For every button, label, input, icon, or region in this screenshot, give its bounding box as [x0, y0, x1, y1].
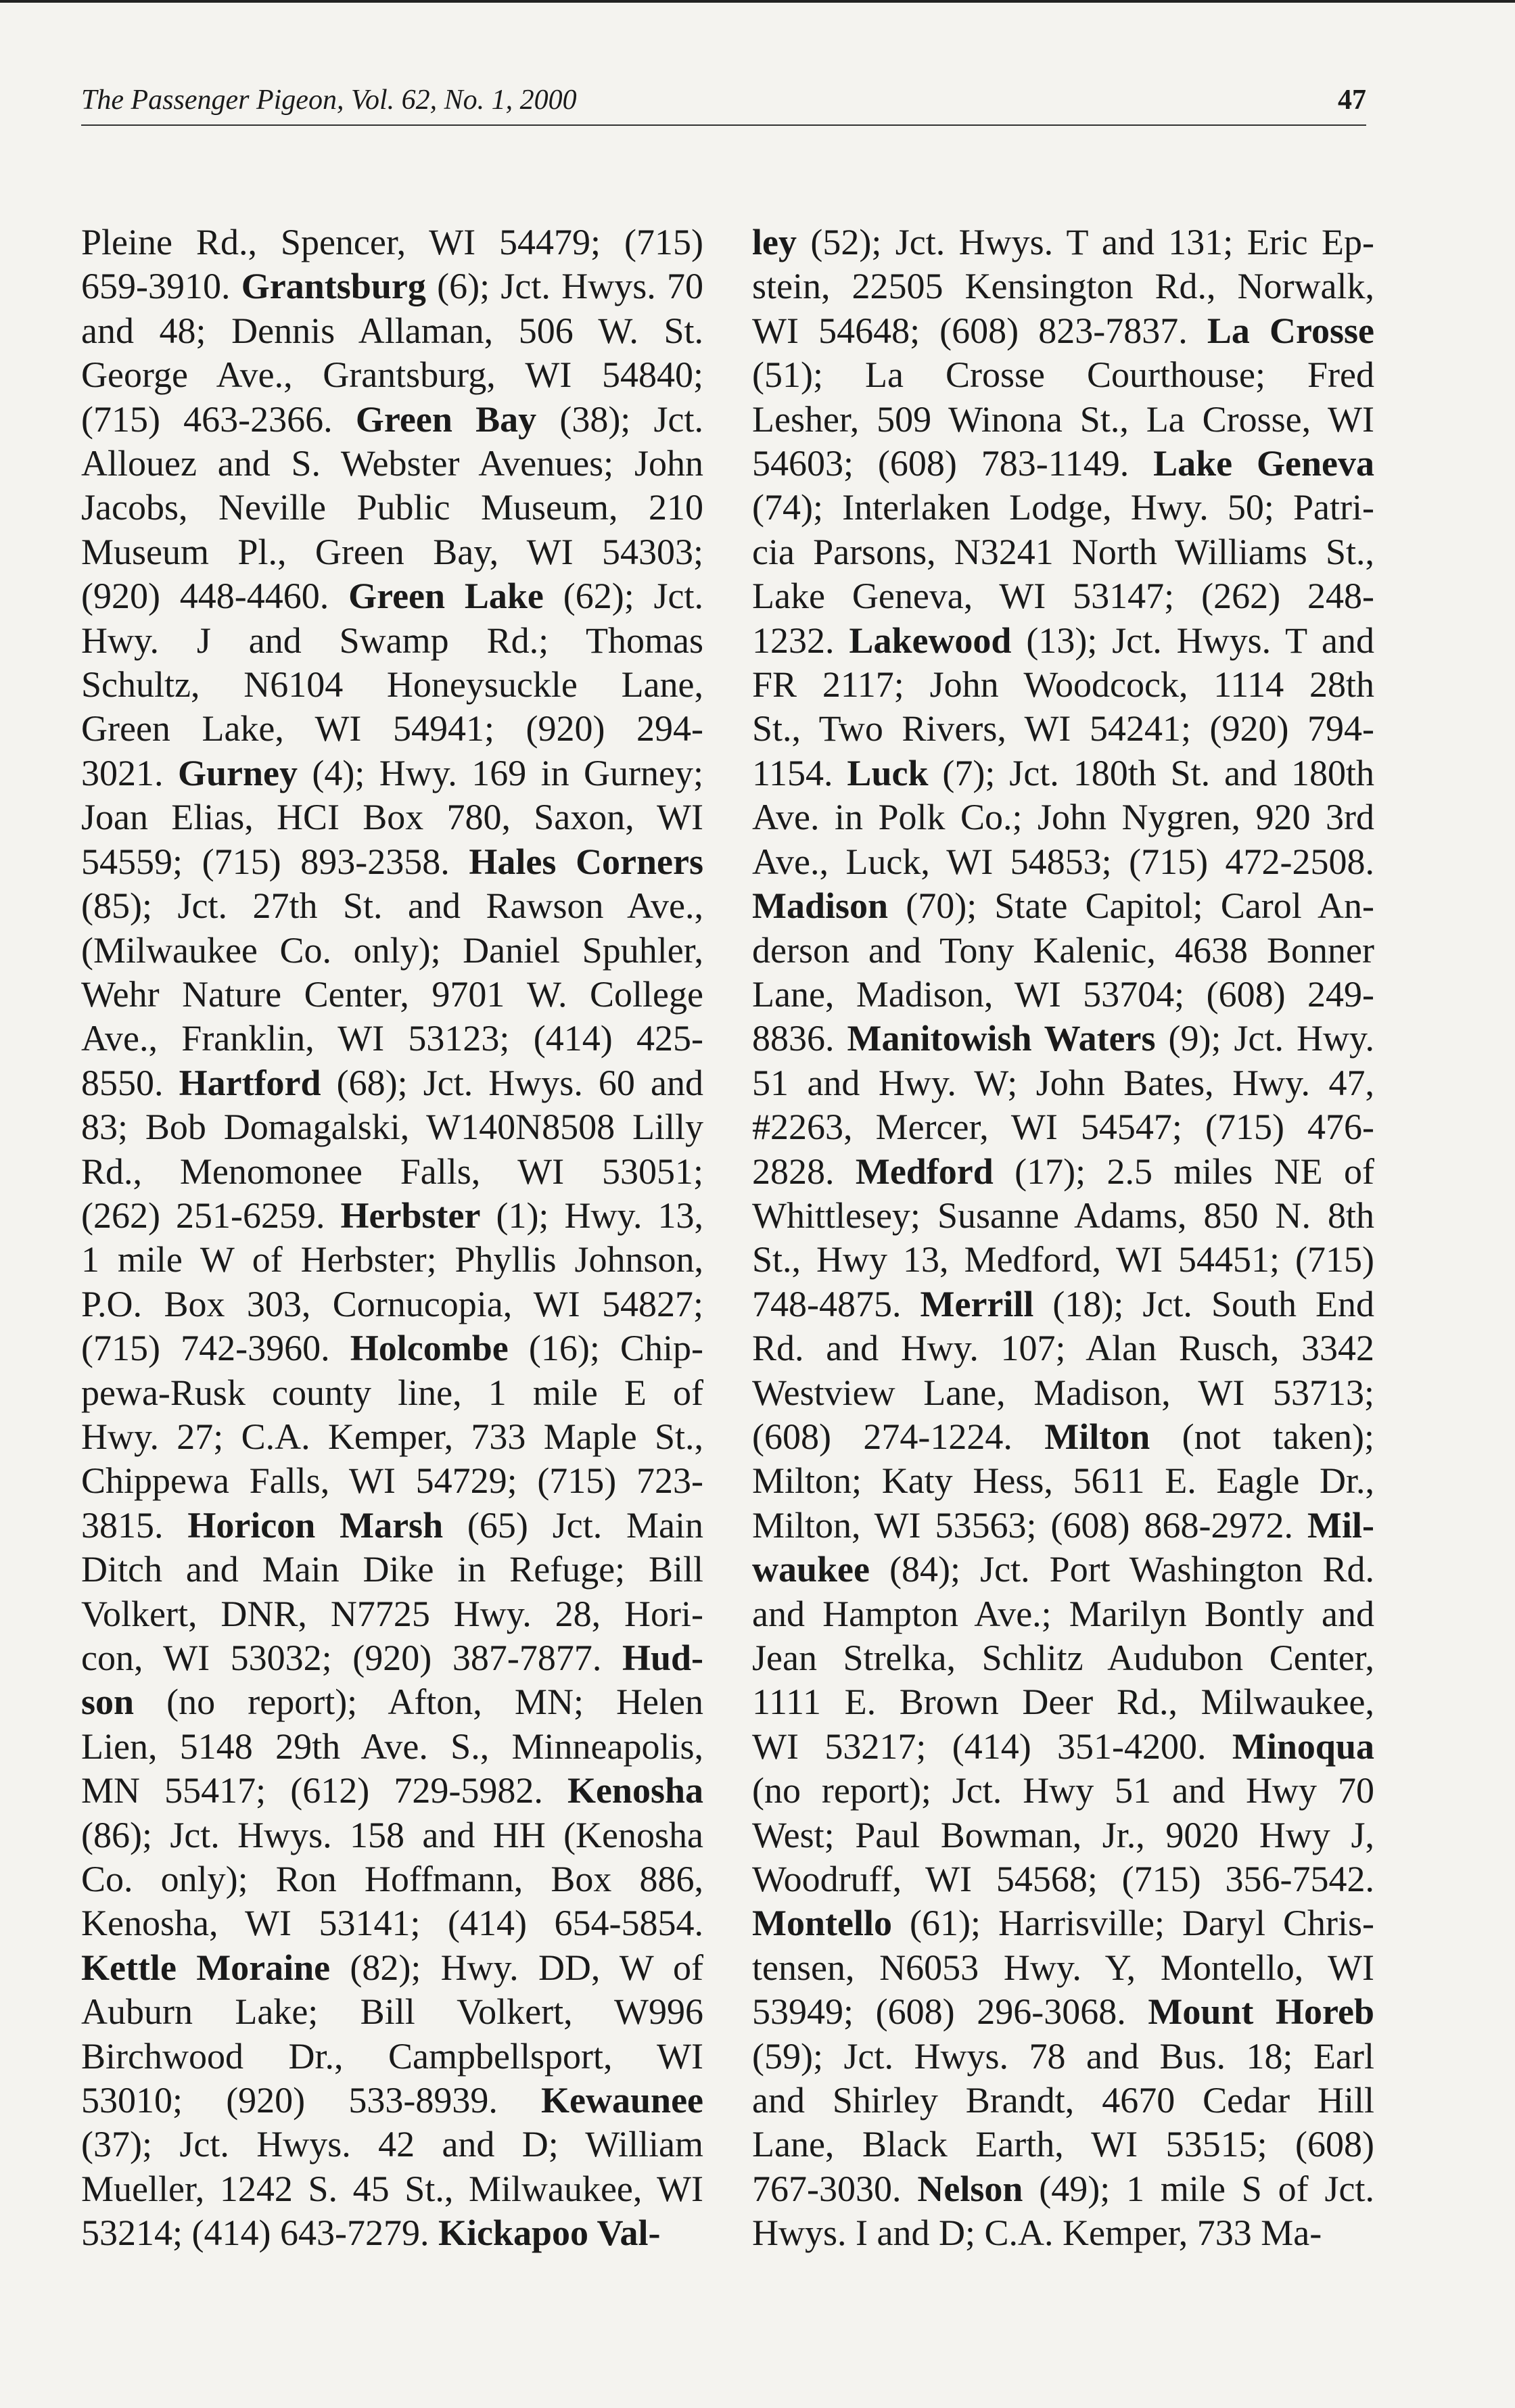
line-text: Ave., Franklin, WI 53123; (414) 425- [81, 1018, 703, 1059]
station-name: Lakewood [849, 620, 1012, 661]
text-line [81, 619, 703, 663]
text-line [81, 1459, 703, 1503]
text-line [81, 1857, 703, 1901]
station-name: Minoqua [1232, 1726, 1374, 1767]
line-text: (82); Hwy. DD, W of [330, 1947, 703, 1988]
station-name: Manitowish Waters [847, 1018, 1156, 1059]
text-line [752, 309, 1374, 353]
line-text: (608) 274-1224. [752, 1416, 1045, 1457]
line-text: Jean Strelka, Schlitz Audubon Center, [752, 1638, 1374, 1678]
line-text: Hwy. J and Swamp Rd.; Thomas [81, 620, 703, 661]
station-name: Madison [752, 885, 889, 927]
line-text: 53214; (414) 643-7279. [81, 2213, 438, 2254]
line-text: Lane, Madison, WI 53704; (608) 249- [752, 973, 1374, 1015]
text-line [752, 353, 1374, 397]
text-line [81, 1813, 703, 1857]
line-text: (18); Jct. South End [1033, 1283, 1374, 1324]
line-text: and Shirley Brandt, 4670 Cedar Hill [752, 2080, 1374, 2121]
right-column [752, 221, 1374, 2256]
line-text: (13); Jct. Hwys. T and [1011, 620, 1375, 661]
text-line [752, 1990, 1374, 2034]
text-line [81, 751, 703, 795]
line-text: 54603; (608) 783-1149. [752, 443, 1154, 484]
text-line [81, 1636, 703, 1680]
text-line [81, 221, 703, 264]
text-line [752, 751, 1374, 795]
line-text: 1111 E. Brown Deer Rd., Milwaukee, [752, 1682, 1374, 1723]
text-line [81, 530, 703, 574]
text-line [752, 1150, 1374, 1194]
text-line [752, 2123, 1374, 2167]
running-header [81, 80, 1366, 127]
line-text: Volkert, DNR, N7725 Hwy. 28, Hori- [81, 1593, 703, 1634]
text-line [81, 398, 703, 442]
text-line [752, 1901, 1374, 1945]
line-text: Lake Geneva, WI 53147; (262) 248- [752, 576, 1374, 617]
line-text: Ditch and Main Dike in Refuge; Bill [81, 1549, 703, 1590]
station-name: Kickapoo Val- [438, 2213, 661, 2254]
line-text: (37); Jct. Hwys. 42 and D; William [81, 2124, 703, 2165]
station-name: La Crosse [1207, 310, 1374, 351]
text-line [81, 2167, 703, 2211]
line-text: (85); Jct. 27th St. and Rawson Ave., [81, 885, 703, 927]
text-line [81, 2079, 703, 2123]
line-text: 748-4875. [752, 1283, 920, 1324]
line-text: Lien, 5148 29th Ave. S., Minneapolis, [81, 1726, 703, 1767]
text-line [81, 973, 703, 1017]
text-line [752, 221, 1374, 264]
text-line [81, 486, 703, 530]
line-text: Joan Elias, HCI Box 780, Saxon, WI [81, 797, 703, 838]
station-name: Luck [847, 752, 929, 793]
line-text: Ave., Luck, WI 54853; (715) 472-2508. [752, 841, 1374, 882]
line-text: 8550. [81, 1062, 179, 1103]
text-line [81, 574, 703, 618]
line-text: 51 and Hwy. W; John Bates, Hwy. 47, [752, 1062, 1374, 1103]
text-line [752, 1813, 1374, 1857]
text-line [81, 884, 703, 928]
line-text: (16); Chip- [508, 1328, 703, 1369]
text-line [752, 795, 1374, 839]
text-line [81, 1105, 703, 1149]
line-text: Pleine Rd., Spencer, WI 54479; (715) [81, 222, 703, 262]
text-line [752, 442, 1374, 486]
text-line [752, 1769, 1374, 1813]
line-text: 767-3030. [752, 2168, 918, 2209]
station-name: Horicon Marsh [187, 1504, 444, 1546]
line-text: 1154. [752, 752, 847, 793]
text-line [81, 353, 703, 397]
line-text: Rd., Menomonee Falls, WI 53051; [81, 1151, 703, 1192]
line-text: (65) Jct. Main [443, 1504, 704, 1546]
text-line [81, 1061, 703, 1105]
line-text: 53949; (608) 296-3068. [752, 1991, 1148, 2033]
text-line [81, 795, 703, 839]
line-text: Woodruff, WI 54568; (715) 356-7542. [752, 1859, 1374, 1900]
line-text: Allouez and S. Webster Avenues; John [81, 443, 703, 484]
line-text: and 48; Dennis Allaman, 506 W. St. [81, 310, 703, 351]
text-line [81, 840, 703, 884]
station-name: Gurney [177, 752, 298, 793]
line-text: stein, 22505 Kensington Rd., Norwalk, [752, 266, 1374, 307]
line-text: cia Parsons, N3241 North Williams St., [752, 531, 1374, 572]
line-text: (not taken); [1150, 1416, 1374, 1457]
text-line [752, 1548, 1374, 1592]
line-text: St., Hwy 13, Medford, WI 54451; (715) [752, 1239, 1374, 1280]
line-text: George Ave., Grantsburg, WI 54840; [81, 354, 703, 396]
station-name: Hud- [622, 1638, 703, 1678]
text-line [752, 619, 1374, 663]
station-name: Holcombe [350, 1328, 509, 1369]
text-line [81, 1017, 703, 1061]
text-line [81, 2211, 703, 2255]
text-line [81, 1990, 703, 2034]
station-name: Herbster [340, 1195, 481, 1236]
text-line [81, 1592, 703, 1636]
text-line [752, 1857, 1374, 1901]
text-line [81, 1548, 703, 1592]
text-line [81, 663, 703, 707]
station-name: son [81, 1682, 135, 1723]
line-text: 54559; (715) 893-2358. [81, 841, 469, 882]
station-name: ley [752, 222, 797, 262]
text-line [752, 486, 1374, 530]
line-text: (70); State Capitol; Carol An- [888, 885, 1374, 927]
line-text: (920) 448-4460. [81, 576, 349, 617]
text-line [81, 1371, 703, 1415]
station-name: Mount Horeb [1148, 1991, 1375, 2033]
line-text: Jacobs, Neville Public Museum, 210 [81, 487, 703, 528]
text-line [752, 1017, 1374, 1061]
line-text: (17); 2.5 miles NE of [993, 1151, 1374, 1192]
line-text: Hwys. I and D; C.A. Kemper, 733 Ma- [752, 2213, 1322, 2254]
line-text: (715) 463-2366. [81, 398, 356, 440]
line-text: Whittlesey; Susanne Adams, 850 N. 8th [752, 1195, 1374, 1236]
station-name: Hartford [179, 1062, 321, 1103]
line-text: 53010; (920) 533-8939. [81, 2080, 542, 2121]
line-text: (74); Interlaken Lodge, Hwy. 50; Patri- [752, 487, 1374, 528]
text-line [81, 1901, 703, 1945]
text-line [752, 1326, 1374, 1370]
text-line [752, 1194, 1374, 1238]
line-text: (4); Hwy. 169 in Gurney; [297, 752, 703, 793]
text-line [81, 1326, 703, 1370]
line-text: 1 mile W of Herbster; Phyllis Johnson, [81, 1239, 703, 1280]
line-text: (Milwaukee Co. only); Daniel Spuhler, [81, 929, 703, 971]
text-line [81, 1150, 703, 1194]
line-text: Milton; Katy Hess, 5611 E. Eagle Dr., [752, 1460, 1374, 1502]
line-text: WI 54648; (608) 823-7837. [752, 310, 1207, 351]
line-text: (262) 251-6259. [81, 1195, 341, 1236]
line-text: Schultz, N6104 Honeysuckle Lane, [81, 664, 703, 705]
text-line [752, 1459, 1374, 1503]
station-name: Medford [855, 1151, 994, 1192]
station-name: Green Lake [348, 576, 544, 617]
text-line [752, 1725, 1374, 1769]
line-text: (61); Harrisville; Daryl Chris- [891, 1903, 1374, 1944]
text-line [81, 1946, 703, 1990]
station-name: Montello [752, 1903, 892, 1944]
line-text: (52); Jct. Hwys. T and 131; Eric Ep- [796, 222, 1374, 262]
line-text: 8836. [752, 1018, 847, 1059]
text-line [752, 1946, 1374, 1990]
text-line [81, 1238, 703, 1282]
station-name: Green Bay [355, 398, 537, 440]
line-text: Westview Lane, Madison, WI 53713; [752, 1372, 1374, 1413]
line-text: St., Two Rivers, WI 54241; (920) 794- [752, 708, 1374, 749]
text-line [752, 264, 1374, 308]
station-name: Lake Geneva [1153, 443, 1374, 484]
journal-citation: The Passenger Pigeon, Vol. 62, No. 1, 2000 [81, 85, 577, 116]
line-text: Lane, Black Earth, WI 53515; (608) [752, 2124, 1374, 2165]
station-name: Kewaunee [541, 2080, 703, 2121]
text-line [752, 1415, 1374, 1459]
text-line [81, 1725, 703, 1769]
text-line [752, 2167, 1374, 2211]
text-line [752, 574, 1374, 618]
line-text: (1); Hwy. 13, [480, 1195, 703, 1236]
text-line [752, 840, 1374, 884]
line-text: Hwy. 27; C.A. Kemper, 733 Maple St., [81, 1416, 703, 1457]
station-name: Mil- [1307, 1504, 1374, 1546]
line-text: #2263, Mercer, WI 54547; (715) 476- [752, 1107, 1374, 1148]
station-name: waukee [752, 1549, 870, 1590]
line-text: (49); 1 mile S of Jct. [1023, 2168, 1375, 2209]
text-line [752, 398, 1374, 442]
page-number: 47 [1338, 85, 1366, 116]
station-name: Kettle Moraine [81, 1947, 331, 1988]
line-text: 659-3910. [81, 266, 241, 307]
text-line [81, 1504, 703, 1548]
station-name: Merrill [920, 1283, 1034, 1324]
line-text: (715) 742-3960. [81, 1328, 350, 1369]
line-text: Co. only); Ron Hoffmann, Box 886, [81, 1859, 703, 1900]
line-text: Mueller, 1242 S. 45 St., Milwaukee, WI [81, 2168, 703, 2209]
text-line [752, 530, 1374, 574]
station-name: Grantsburg [241, 266, 426, 307]
line-text: Wehr Nature Center, 9701 W. College [81, 973, 703, 1015]
text-line [752, 663, 1374, 707]
line-text: Milton, WI 53563; (608) 868-2972. [752, 1504, 1308, 1546]
line-text: pewa-Rusk county line, 1 mile E of [81, 1372, 703, 1413]
text-line [81, 264, 703, 308]
line-text: Rd. and Hwy. 107; Alan Rusch, 3342 [752, 1328, 1374, 1369]
text-line [752, 1238, 1374, 1282]
line-text: (68); Jct. Hwys. 60 and [321, 1062, 703, 1103]
line-text: WI 53217; (414) 351-4200. [752, 1726, 1232, 1767]
line-text: and Hampton Ave.; Marilyn Bontly and [752, 1593, 1374, 1634]
text-line [752, 1636, 1374, 1680]
line-text: (no report); Afton, MN; Helen [134, 1682, 703, 1723]
station-name: Kenosha [567, 1770, 703, 1811]
line-text: (no report); Jct. Hwy 51 and Hwy 70 [752, 1770, 1374, 1811]
text-line [752, 707, 1374, 751]
text-line [81, 1194, 703, 1238]
line-text: Lesher, 509 Winona St., La Crosse, WI [752, 398, 1374, 440]
line-text: (84); Jct. Port Washington Rd. [870, 1549, 1374, 1590]
line-text: 1232. [752, 620, 849, 661]
text-line [81, 929, 703, 973]
line-text: (7); Jct. 180th St. and 180th [928, 752, 1374, 793]
line-text: (86); Jct. Hwys. 158 and HH (Kenosha [81, 1814, 703, 1855]
text-line [752, 1061, 1374, 1105]
header-rule [81, 124, 1366, 126]
line-text: (9); Jct. Hwy. [1155, 1018, 1375, 1059]
line-text: 83; Bob Domagalski, W140N8508 Lilly [81, 1107, 703, 1148]
line-text: P.O. Box 303, Cornucopia, WI 54827; [81, 1283, 703, 1324]
line-text: (62); Jct. [543, 576, 704, 617]
line-text: 2828. [752, 1151, 856, 1192]
text-line [81, 309, 703, 353]
text-line [752, 1105, 1374, 1149]
text-line [81, 442, 703, 486]
text-line [752, 2211, 1374, 2255]
line-text: MN 55417; (612) 729-5982. [81, 1770, 567, 1811]
text-line [752, 929, 1374, 973]
line-text: con, WI 53032; (920) 387-7877. [81, 1638, 622, 1678]
station-name: Milton [1044, 1416, 1150, 1457]
line-text: Kenosha, WI 53141; (414) 654-5854. [81, 1903, 703, 1944]
left-column [81, 221, 703, 2256]
line-text: Birchwood Dr., Campbellsport, WI [81, 2035, 703, 2077]
line-text: West; Paul Bowman, Jr., 9020 Hwy J, [752, 1814, 1374, 1855]
line-text: Green Lake, WI 54941; (920) 294- [81, 708, 703, 749]
text-line [81, 1415, 703, 1459]
line-text: Museum Pl., Green Bay, WI 54303; [81, 531, 703, 572]
text-line [752, 2079, 1374, 2123]
line-text: (59); Jct. Hwys. 78 and Bus. 18; Earl [752, 2035, 1374, 2077]
top-border [0, 0, 1515, 3]
text-line [81, 1769, 703, 1813]
line-text: Chippewa Falls, WI 54729; (715) 723- [81, 1460, 703, 1502]
text-line [752, 1282, 1374, 1326]
text-line [81, 2035, 703, 2079]
text-line [752, 1371, 1374, 1415]
text-line [81, 1680, 703, 1724]
line-text: tensen, N6053 Hwy. Y, Montello, WI [752, 1947, 1374, 1988]
text-line [752, 973, 1374, 1017]
line-text: (51); La Crosse Courthouse; Fred [752, 354, 1374, 396]
line-text: Auburn Lake; Bill Volkert, W996 [81, 1991, 703, 2033]
line-text: 3815. [81, 1504, 188, 1546]
line-text: derson and Tony Kalenic, 4638 Bonner [752, 929, 1374, 971]
line-text: 3021. [81, 752, 178, 793]
text-line [81, 1282, 703, 1326]
text-line [752, 1680, 1374, 1724]
line-text: Ave. in Polk Co.; John Nygren, 920 3rd [752, 797, 1374, 838]
text-line [81, 2123, 703, 2167]
text-line [752, 1504, 1374, 1548]
station-name: Nelson [917, 2168, 1023, 2209]
text-line [752, 884, 1374, 928]
text-line [752, 1592, 1374, 1636]
text-line [81, 707, 703, 751]
line-text: (6); Jct. Hwys. 70 [425, 266, 704, 307]
text-line [752, 2035, 1374, 2079]
line-text: FR 2117; John Woodcock, 1114 28th [752, 664, 1374, 705]
station-name: Hales Corners [469, 841, 704, 882]
line-text: (38); Jct. [536, 398, 704, 440]
